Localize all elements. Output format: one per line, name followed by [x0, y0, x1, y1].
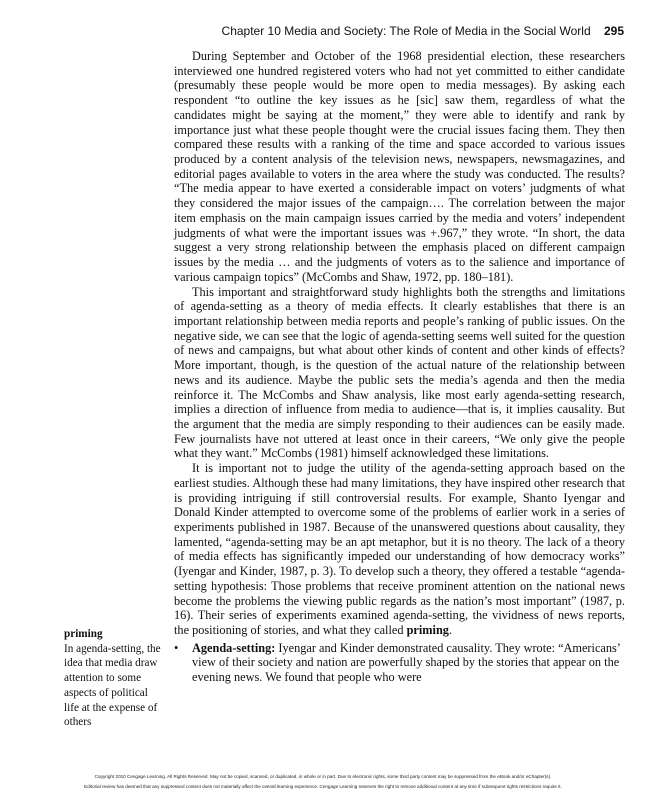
page-number: 295 [603, 24, 624, 38]
paragraph-2: This important and straightforward study highlights both the strengths and limitations of agenda-setting as a theory of media effects. It clearly establishes that there is an important relationship between media reports and people’s ranking of public issues. On the negative side, we can see that the logic of agenda-setting seems well suited for the question of news and campaigns, but what about other kinds of content and other kinds of effects? More important, though, is the question of the actual nature of the relationship between news and its audience. Maybe the public sets the media’s agenda and then the media reinforce it. The McCombs and Shaw analysis, like most early agenda-setting research, implies a direction of influence from media to audience—that is, it implies causality. But the argument that the media are simply responding to their audiences can be easily made. Few journalists have not uttered at least once in their careers, “We only give the people what they want.” McCombs (1981) himself acknowledged these limitations. [174, 284, 625, 461]
paragraph-3 [174, 461, 625, 638]
running-head [222, 24, 624, 38]
margin-glossary [64, 627, 164, 730]
list-item [174, 641, 625, 685]
list-item-label: Agenda-setting: [192, 640, 276, 655]
priming-term: priming [406, 623, 449, 638]
paragraph-1: During September and October of the 1968 presidential election, these researchers interviewed one hundred registered voters who had not yet committed to either candidate (presumably these people would be more open to media messages). By asking each respondent “to outline the key issues as he [sic] saw them, regardless of what the candidates might be saying at the moment,” they were able to identify and rank by importance just what these people thought were the crucial issues facing them. They then compared these results with a ranking of the time and space accorded to various issues produced by a content analysis of the television news, newspapers, newsmagazines, and editorial pages available to voters in the area where the study was conducted. The results? “The media appear to have exerted a considerable impact on voters’ judgments of what they considered the major issues of the campaign…. The correlation between the major item emphasis on the main campaign issues carried by the media and voters’ independent judgments of what were the important issues was +.967,” they wrote. “In short, the data suggest a very strong relationship between the emphasis placed on different campaign issues by the media … and the judgments of voters as to the salience and importance of various campaign topics” (McCombs and Shaw, 1972, pp. 180–181). [174, 49, 625, 284]
body-text [174, 49, 625, 685]
copyright-footer [6, 772, 640, 792]
bullet-icon: • [174, 640, 179, 655]
paragraph-3-end: . [448, 623, 453, 638]
glossary-term: priming [64, 628, 103, 640]
glossary-definition: In agenda-setting, the idea that media draw attention to some aspects of political life at the expense of others [64, 642, 161, 729]
footer-line-1: Copyright 2010 Cengage Learning. All Rights Reserved. May not be copied, scanned, or duplicated, in whole or in part. Due to electronic rights, some third party content may be suppressed from the eBook and/or eChapter(s). [94, 774, 552, 779]
paragraph-3-text: It is important not to judge the utility of the agenda-setting approach based on the earliest studies. Although these had many limitations, they have inspired other research that is providing intriguing if still controversial results. For example, Shanto Iyengar and Donald Kinder attempted to overcome some of the problems of earlier work in a series of experiments published in 1987. Because of the unanswered questions about causality, they lamented, “agenda-setting may be an apt metaphor, but it is no theory. The lack of a theory of media effects has significantly impeded our understanding of how democracy works” (Iyengar and Kinder, 1987, p. 3). To develop such a theory, they offered a testable “agenda-setting hypothesis: Those problems that receive prominent attention on the national news become the problems the viewing public regards as the nation’s most important” (1987, p. 16). Their series of experiments examined agenda-setting, the vividness of news reports, the positioning of stories, and what they called [174, 461, 625, 638]
list-item-text: Iyengar and Kinder demonstrated causality. They wrote: “Americans’ view of their society and nation are powerfully shaped by the stories that appear on the evening news. We found that people who were [192, 640, 620, 685]
footer-line-2: Editorial review has deemed that any suppressed content does not materially affect the overall learning experience. Cengage Learning reserves the right to remove additional content at any time if subsequent rights restrictions require it. [84, 784, 562, 789]
chapter-title: Chapter 10 Media and Society: The Role of Media in the Social World [221, 24, 591, 38]
